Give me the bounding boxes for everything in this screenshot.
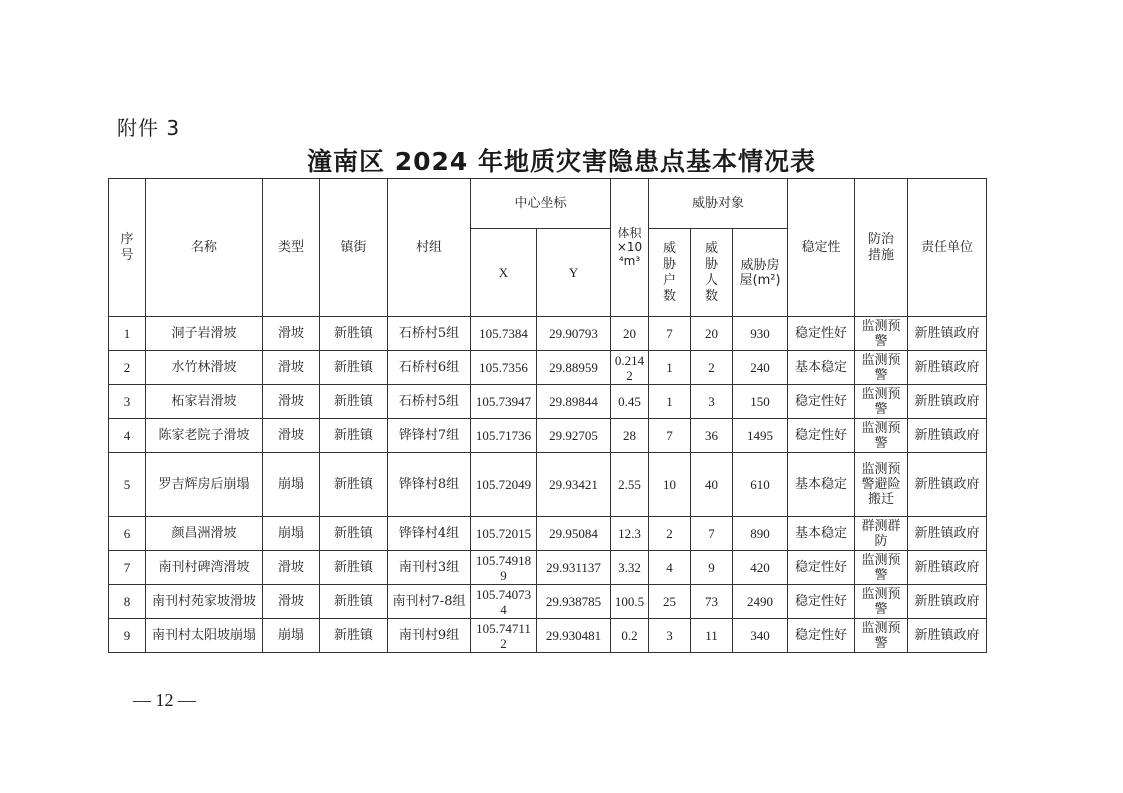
cell-x: 105.72049: [471, 453, 537, 517]
cell-measures: 监测预警: [855, 585, 908, 619]
cell-x: 105.747112: [471, 619, 537, 653]
cell-name: 洞子岩滑坡: [146, 317, 263, 351]
cell-seq: 8: [109, 585, 146, 619]
header-unit: 责任单位: [908, 179, 987, 317]
cell-type: 滑坡: [263, 317, 320, 351]
cell-name: 罗吉辉房后崩塌: [146, 453, 263, 517]
header-houses: 威胁房屋(m²): [733, 229, 788, 317]
page-number: — 12 —: [133, 690, 196, 710]
cell-volume: 3.32: [611, 551, 649, 585]
cell-stability: 基本稳定: [788, 453, 855, 517]
header-households: 威胁户数: [649, 229, 691, 317]
cell-people: 9: [691, 551, 733, 585]
cell-people: 20: [691, 317, 733, 351]
cell-people: 11: [691, 619, 733, 653]
cell-households: 4: [649, 551, 691, 585]
cell-village: 铧锋村8组: [388, 453, 471, 517]
table-row: [109, 551, 987, 585]
cell-measures: 监测预警避险搬迁: [855, 453, 908, 517]
cell-seq: 1: [109, 317, 146, 351]
header-stability: 稳定性: [788, 179, 855, 317]
table-row: [109, 317, 987, 351]
cell-type: 滑坡: [263, 419, 320, 453]
cell-y: 29.930481: [537, 619, 611, 653]
cell-households: 25: [649, 585, 691, 619]
header-center-coords: 中心坐标: [471, 179, 611, 229]
header-y: Y: [537, 229, 611, 317]
header-village: 村组: [388, 179, 471, 317]
cell-stability: 稳定性好: [788, 385, 855, 419]
cell-x: 105.7356: [471, 351, 537, 385]
cell-seq: 9: [109, 619, 146, 653]
cell-stability: 稳定性好: [788, 419, 855, 453]
cell-x: 105.72015: [471, 517, 537, 551]
hazard-table: [108, 178, 987, 653]
cell-houses: 240: [733, 351, 788, 385]
cell-village: 铧锋村7组: [388, 419, 471, 453]
cell-volume: 100.5: [611, 585, 649, 619]
cell-houses: 2490: [733, 585, 788, 619]
cell-stability: 稳定性好: [788, 619, 855, 653]
cell-village: 南刊村7-8组: [388, 585, 471, 619]
attachment-label: 附件 3: [117, 116, 181, 140]
header-people: 威胁人数: [691, 229, 733, 317]
cell-town: 新胜镇: [320, 517, 388, 551]
cell-people: 73: [691, 585, 733, 619]
header-measures: 防治措施: [855, 179, 908, 317]
cell-houses: 420: [733, 551, 788, 585]
cell-unit: 新胜镇政府: [908, 385, 987, 419]
cell-stability: 基本稳定: [788, 517, 855, 551]
cell-village: 铧锋村4组: [388, 517, 471, 551]
cell-name: 南刊村碑湾滑坡: [146, 551, 263, 585]
cell-people: 36: [691, 419, 733, 453]
cell-y: 29.89844: [537, 385, 611, 419]
cell-volume: 12.3: [611, 517, 649, 551]
cell-town: 新胜镇: [320, 317, 388, 351]
cell-households: 1: [649, 351, 691, 385]
cell-houses: 150: [733, 385, 788, 419]
cell-volume: 2.55: [611, 453, 649, 517]
header-name: 名称: [146, 179, 263, 317]
cell-houses: 930: [733, 317, 788, 351]
header-seq: 序号: [109, 179, 146, 317]
cell-type: 滑坡: [263, 385, 320, 419]
table-row: [109, 619, 987, 653]
cell-measures: 监测预警: [855, 351, 908, 385]
cell-name: 颜昌洲滑坡: [146, 517, 263, 551]
cell-people: 40: [691, 453, 733, 517]
cell-y: 29.93421: [537, 453, 611, 517]
header-town: 镇街: [320, 179, 388, 317]
cell-type: 崩塌: [263, 453, 320, 517]
cell-unit: 新胜镇政府: [908, 351, 987, 385]
cell-measures: 监测预警: [855, 551, 908, 585]
cell-households: 10: [649, 453, 691, 517]
cell-unit: 新胜镇政府: [908, 585, 987, 619]
cell-town: 新胜镇: [320, 619, 388, 653]
cell-households: 2: [649, 517, 691, 551]
cell-x: 105.740734: [471, 585, 537, 619]
cell-households: 7: [649, 317, 691, 351]
cell-unit: 新胜镇政府: [908, 419, 987, 453]
header-volume: 体积×10⁴m³: [611, 179, 649, 317]
cell-name: 南刊村太阳坡崩塌: [146, 619, 263, 653]
cell-volume: 20: [611, 317, 649, 351]
cell-x: 105.71736: [471, 419, 537, 453]
cell-houses: 610: [733, 453, 788, 517]
cell-people: 2: [691, 351, 733, 385]
cell-town: 新胜镇: [320, 419, 388, 453]
cell-people: 7: [691, 517, 733, 551]
cell-y: 29.95084: [537, 517, 611, 551]
page-title: 潼南区 2024 年地质灾害隐患点基本情况表: [307, 147, 816, 176]
table-row: [109, 453, 987, 517]
table-row: [109, 419, 987, 453]
cell-village: 石桥村5组: [388, 317, 471, 351]
cell-volume: 0.2142: [611, 351, 649, 385]
cell-unit: 新胜镇政府: [908, 619, 987, 653]
cell-seq: 7: [109, 551, 146, 585]
cell-y: 29.90793: [537, 317, 611, 351]
cell-households: 1: [649, 385, 691, 419]
cell-measures: 监测预警: [855, 619, 908, 653]
cell-type: 滑坡: [263, 585, 320, 619]
cell-name: 陈家老院子滑坡: [146, 419, 263, 453]
cell-volume: 28: [611, 419, 649, 453]
cell-type: 崩塌: [263, 517, 320, 551]
cell-town: 新胜镇: [320, 453, 388, 517]
cell-stability: 稳定性好: [788, 317, 855, 351]
cell-type: 滑坡: [263, 551, 320, 585]
cell-seq: 5: [109, 453, 146, 517]
cell-y: 29.88959: [537, 351, 611, 385]
cell-unit: 新胜镇政府: [908, 317, 987, 351]
cell-town: 新胜镇: [320, 351, 388, 385]
cell-seq: 4: [109, 419, 146, 453]
cell-name: 水竹林滑坡: [146, 351, 263, 385]
cell-seq: 6: [109, 517, 146, 551]
cell-stability: 基本稳定: [788, 351, 855, 385]
cell-seq: 2: [109, 351, 146, 385]
cell-unit: 新胜镇政府: [908, 517, 987, 551]
cell-name: 南刊村苑家坡滑坡: [146, 585, 263, 619]
cell-houses: 890: [733, 517, 788, 551]
cell-households: 7: [649, 419, 691, 453]
cell-stability: 稳定性好: [788, 585, 855, 619]
cell-type: 滑坡: [263, 351, 320, 385]
cell-village: 石桥村5组: [388, 385, 471, 419]
cell-village: 南刊村3组: [388, 551, 471, 585]
cell-x: 105.73947: [471, 385, 537, 419]
cell-x: 105.749189: [471, 551, 537, 585]
table-row: [109, 585, 987, 619]
cell-households: 3: [649, 619, 691, 653]
cell-y: 29.92705: [537, 419, 611, 453]
cell-town: 新胜镇: [320, 551, 388, 585]
cell-measures: 监测预警: [855, 317, 908, 351]
cell-unit: 新胜镇政府: [908, 453, 987, 517]
table-row: [109, 385, 987, 419]
cell-type: 崩塌: [263, 619, 320, 653]
table-row: [109, 517, 987, 551]
header-type: 类型: [263, 179, 320, 317]
cell-village: 石桥村6组: [388, 351, 471, 385]
cell-unit: 新胜镇政府: [908, 551, 987, 585]
cell-volume: 0.45: [611, 385, 649, 419]
cell-stability: 稳定性好: [788, 551, 855, 585]
cell-volume: 0.2: [611, 619, 649, 653]
cell-y: 29.931137: [537, 551, 611, 585]
cell-y: 29.938785: [537, 585, 611, 619]
cell-measures: 监测预警: [855, 385, 908, 419]
cell-town: 新胜镇: [320, 585, 388, 619]
cell-village: 南刊村9组: [388, 619, 471, 653]
cell-seq: 3: [109, 385, 146, 419]
header-threat: 威胁对象: [649, 179, 788, 229]
cell-x: 105.7384: [471, 317, 537, 351]
cell-measures: 群测群防: [855, 517, 908, 551]
cell-measures: 监测预警: [855, 419, 908, 453]
cell-houses: 340: [733, 619, 788, 653]
cell-town: 新胜镇: [320, 385, 388, 419]
cell-name: 柘家岩滑坡: [146, 385, 263, 419]
table-row: [109, 351, 987, 385]
header-x: X: [471, 229, 537, 317]
cell-people: 3: [691, 385, 733, 419]
cell-houses: 1495: [733, 419, 788, 453]
